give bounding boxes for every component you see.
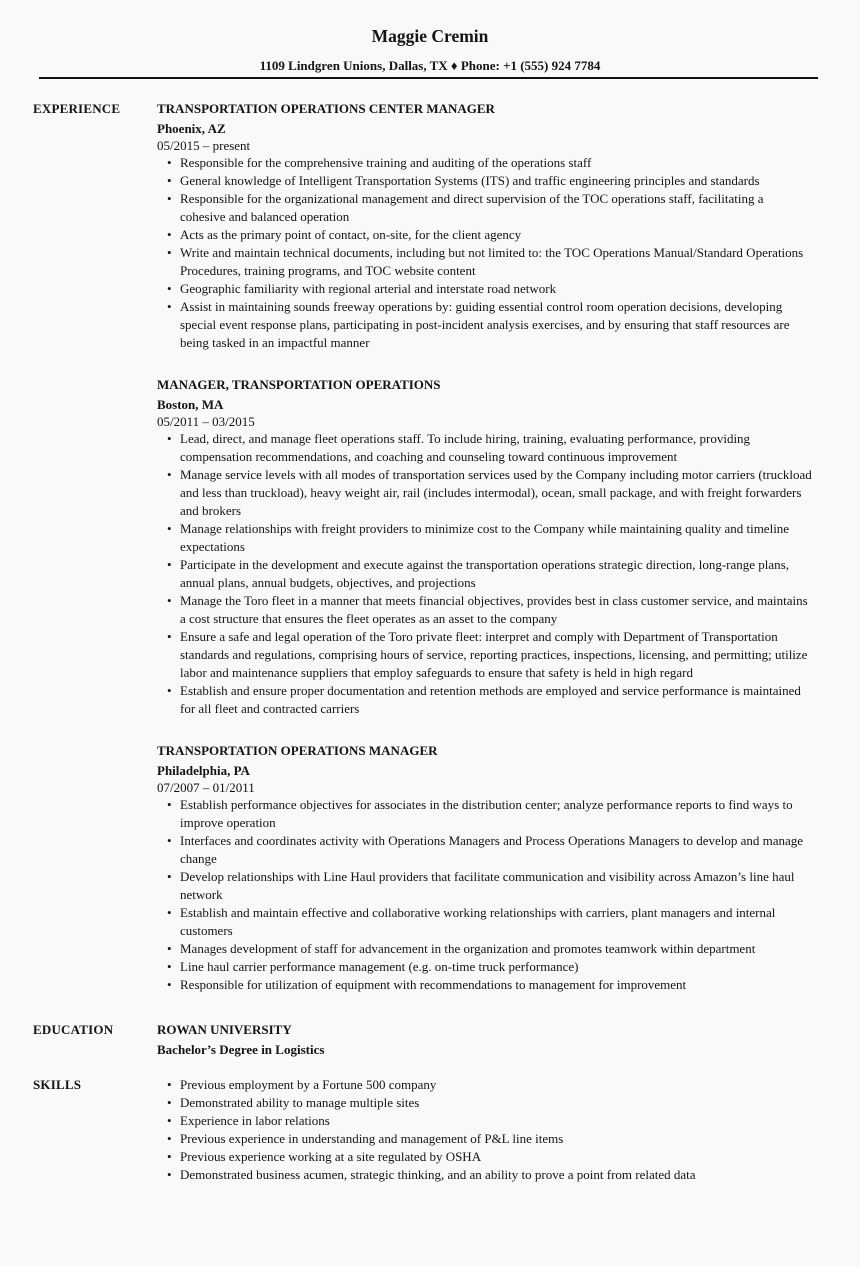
education-school: ROWAN UNIVERSITY xyxy=(157,1022,292,1037)
job-bullet-list xyxy=(157,796,812,994)
education-degree: Bachelor’s Degree in Logistics xyxy=(157,1042,325,1057)
experience-content xyxy=(157,100,812,994)
job-location: Philadelphia, PA xyxy=(157,763,250,778)
section-experience xyxy=(0,100,860,994)
bullet-item: • Geographic familiarity with regional arterial and interstate road network xyxy=(180,280,812,298)
resume-header xyxy=(0,26,860,79)
bullet-item: • Responsible for utilization of equipment with recommendations to management for improvement xyxy=(180,976,812,994)
job-dates: 07/2007 – 01/2011 xyxy=(157,780,255,795)
bullet-item: • Establish performance objectives for associates in the distribution center; analyze performance reports to find ways to improve operation xyxy=(180,796,812,832)
bullet-item: • Establish and ensure proper documentation and retention methods are employed and service performance is maintained for all fleet and contracted carriers xyxy=(180,682,812,718)
bullet-item: • Responsible for the organizational management and direct supervision of the TOC operations staff, facilitating a cohesive and balanced operation xyxy=(180,190,812,226)
skills-bullet-list xyxy=(157,1076,812,1184)
section-education xyxy=(0,1021,860,1059)
bullet-item: • Experience in labor relations xyxy=(180,1112,812,1130)
bullet-item: • Ensure a safe and legal operation of the Toro private fleet: interpret and comply with Department of Transportation standards and regulations, comprising hours of service, reporting practices, inspections, licensing, and permitting; utilize labor and maintenance suppliers that employ safeguards to ensure that safety is held in high regard xyxy=(180,628,812,682)
job-dates: 05/2011 – 03/2015 xyxy=(157,414,255,429)
bullet-item: • Lead, direct, and manage fleet operations staff. To include hiring, training, evaluating performance, providing compensation recommendations, and coaching and counseling toward continuous improvement xyxy=(180,430,812,466)
resume-name: Maggie Cremin xyxy=(371,26,489,46)
header-divider xyxy=(39,77,818,79)
job-title: TRANSPORTATION OPERATIONS MANAGER xyxy=(157,743,438,758)
bullet-item: • Acts as the primary point of contact, on-site, for the client agency xyxy=(180,226,812,244)
bullet-item: • Manage service levels with all modes of transportation services used by the Company including motor carriers (truckload and less than truckload), heavy weight air, rail (includes intermodal), ocean, small package, and with freight forwarders and brokers xyxy=(180,466,812,520)
section-label-experience: EXPERIENCE xyxy=(33,101,121,116)
bullet-item: • Develop relationships with Line Haul providers that facilitate communication and visibility across Amazon’s line haul network xyxy=(180,868,812,904)
bullet-item: • Demonstrated ability to manage multiple sites xyxy=(180,1094,812,1112)
bullet-item: • Manage relationships with freight providers to minimize cost to the Company while maintaining quality and timeline expectations xyxy=(180,520,812,556)
job-entry xyxy=(157,742,812,994)
bullet-item: • Write and maintain technical documents, including but not limited to: the TOC Operations Manual/Standard Operations Procedures, training programs, and TOC website content xyxy=(180,244,812,280)
bullet-item: • Manage the Toro fleet in a manner that meets financial objectives, provides best in class customer service, and maintains a cost structure that ensures the fleet operates as an asset to the company xyxy=(180,592,812,628)
bullet-item: • General knowledge of Intelligent Transportation Systems (ITS) and traffic engineering principles and standards xyxy=(180,172,812,190)
job-location: Phoenix, AZ xyxy=(157,121,226,136)
contact-line: 1109 Lindgren Unions, Dallas, TX ♦ Phone: +1 (555) 924 7784 xyxy=(259,58,601,73)
job-title: TRANSPORTATION OPERATIONS CENTER MANAGER xyxy=(157,101,495,116)
section-label-education: EDUCATION xyxy=(33,1022,114,1037)
bullet-item: • Previous experience in understanding and management of P&L line items xyxy=(180,1130,812,1148)
bullet-item: • Previous experience working at a site regulated by OSHA xyxy=(180,1148,812,1166)
skills-content xyxy=(157,1076,812,1184)
bullet-item: • Participate in the development and execute against the transportation operations strategic direction, long-range plans, annual plans, annual budgets, objectives, and projections xyxy=(180,556,812,592)
job-entry xyxy=(157,100,812,352)
job-dates: 05/2015 – present xyxy=(157,138,251,153)
section-skills xyxy=(0,1076,860,1184)
bullet-item: • Manages development of staff for advancement in the organization and promotes teamwork within department xyxy=(180,940,812,958)
education-content xyxy=(157,1021,812,1059)
job-bullet-list xyxy=(157,430,812,718)
bullet-item: • Responsible for the comprehensive training and auditing of the operations staff xyxy=(180,154,812,172)
bullet-item: • Previous employment by a Fortune 500 company xyxy=(180,1076,812,1094)
section-label-skills: SKILLS xyxy=(33,1077,82,1092)
bullet-item: • Assist in maintaining sounds freeway operations by: guiding essential control room operation decisions, developing special event response plans, participating in post-incident analysis exercises, and by ensuring that staff resources are being tasked in an impactful manner xyxy=(180,298,812,352)
job-bullet-list xyxy=(157,154,812,352)
bullet-item: • Establish and maintain effective and collaborative working relationships with carriers, plant managers and internal customers xyxy=(180,904,812,940)
job-location: Boston, MA xyxy=(157,397,224,412)
bullet-item: • Line haul carrier performance management (e.g. on-time truck performance) xyxy=(180,958,812,976)
bullet-item: • Interfaces and coordinates activity with Operations Managers and Process Operations Managers to develop and manage change xyxy=(180,832,812,868)
job-title: MANAGER, TRANSPORTATION OPERATIONS xyxy=(157,377,441,392)
bullet-item: • Demonstrated business acumen, strategic thinking, and an ability to prove a point from related data xyxy=(180,1166,812,1184)
job-entry xyxy=(157,376,812,718)
